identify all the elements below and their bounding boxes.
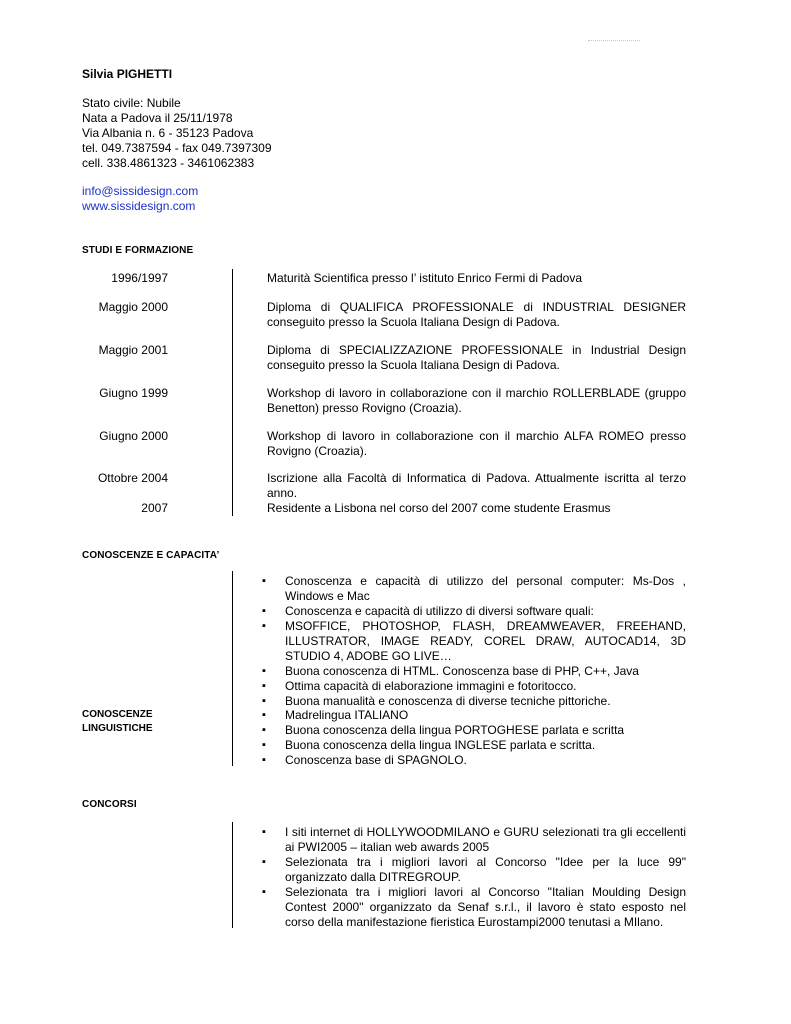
email-link[interactable]: info@sissidesign.com xyxy=(82,184,199,198)
study-description: Workshop di lavoro in collaborazione con il marchio ALFA ROMEO presso Rovigno (Croazia). xyxy=(267,429,686,458)
study-description: Iscrizione alla Facoltà di Informatica di Padova. Attualmente iscritta al terzo anno. xyxy=(267,471,686,500)
list-item: ▪ MSOFFICE, PHOTOSHOP, FLASH, DREAMWEAVER, FREEHAND, ILLUSTRATOR, IMAGE READY, COREL DRAW, AUTOCAD14, 3D STUDIO 4, ADOBE GO LIVE… xyxy=(262,619,686,664)
list-item: ▪ Conoscenza e capacità di utilizzo del personal computer: Ms-Dos , Windows e Mac xyxy=(262,574,686,604)
contact-line: Stato civile: Nubile xyxy=(82,96,181,110)
study-date: 2007 xyxy=(141,501,168,515)
list-item: ▪ Selezionata tra i migliori lavori al Concorso "Italian Moulding Design Contest 2000" organizzato da Senaf s.r.l., il lavoro è stato esposto nel corso della manifestazione fieristica Eurostampi2000 tenutasi a MIlano. xyxy=(262,885,686,930)
study-date: Ottobre 2004 xyxy=(97,471,168,485)
contact-line: Nata a Padova il 25/11/1978 xyxy=(82,111,233,125)
header-mark xyxy=(588,40,640,42)
list-item: ▪ Buona conoscenza di HTML. Conoscenza base di PHP, C++, Java xyxy=(262,664,686,679)
website-link[interactable]: www.sissidesign.com xyxy=(82,199,196,213)
list-item: ▪ Selezionata tra i migliori lavori al Concorso "Idee per la luce 99" organizzato dalla DITREGROUP. xyxy=(262,855,686,885)
section-title-studi: STUDI E FORMAZIONE xyxy=(82,245,194,256)
section-title-concorsi: CONCORSI xyxy=(82,799,137,810)
list-item: ▪ Conoscenza e capacità di utilizzo di diversi software quali: xyxy=(262,604,686,619)
contact-line: tel. 049.7387594 - fax 049.7397309 xyxy=(82,141,272,155)
list-item: ▪ Ottima capacità di elaborazione immagini e fotoritocco. xyxy=(262,679,686,694)
section-title-line: CONOSCENZE xyxy=(82,709,153,720)
study-date: 1996/1997 xyxy=(111,271,168,285)
study-description: Workshop di lavoro in collaborazione con il marchio ROLLERBLADE (gruppo Benetton) presso Rovigno (Croazia). xyxy=(267,386,686,415)
study-date: Maggio 2001 xyxy=(98,343,168,357)
study-description: Maturità Scientifica presso l’ istituto Enrico Fermi di Padova xyxy=(267,271,583,285)
vertical-divider xyxy=(232,269,233,516)
study-description: Residente a Lisbona nel corso del 2007 come studente Erasmus xyxy=(267,501,611,515)
list-item: ▪ Buona manualità e conoscenza di diverse tecniche pittoriche. xyxy=(262,694,686,709)
study-date: Maggio 2000 xyxy=(98,300,168,314)
vertical-divider xyxy=(232,571,233,766)
list-item: ▪ I siti internet di HOLLYWOODMILANO e GURU selezionati tra gli eccellenti ai PWI2005 – italian web awards 2005 xyxy=(262,825,686,855)
skills-list xyxy=(262,574,686,709)
section-title-linguistiche xyxy=(82,708,153,736)
study-description: Diploma di QUALIFICA PROFESSIONALE di INDUSTRIAL DESIGNER conseguito presso la Scuola Italiana Design di Padova. xyxy=(267,300,686,329)
person-name: Silvia PIGHETTI xyxy=(82,67,173,81)
web-links xyxy=(82,184,198,214)
list-item: ▪ Madrelingua ITALIANO xyxy=(262,708,686,723)
study-date: Giugno 1999 xyxy=(99,386,168,400)
study-date: Giugno 2000 xyxy=(99,429,168,443)
section-title-line: LINGUISTICHE xyxy=(82,723,153,734)
list-item: ▪ Buona conoscenza della lingua PORTOGHESE parlata e scritta xyxy=(262,723,686,738)
list-item: ▪ Conoscenza base di SPAGNOLO. xyxy=(262,753,686,768)
section-title-conoscenze: CONOSCENZE E CAPACITA’ xyxy=(82,550,220,561)
contact-line: cell. 338.4861323 - 3461062383 xyxy=(82,156,255,170)
languages-list xyxy=(262,708,686,768)
contact-line: Via Albania n. 6 - 35123 Padova xyxy=(82,126,254,140)
study-description: Diploma di SPECIALIZZAZIONE PROFESSIONALE in Industrial Design conseguito presso la Scuola Italiana Design di Padova. xyxy=(267,343,686,372)
vertical-divider xyxy=(232,822,233,928)
contests-list xyxy=(262,825,686,930)
list-item: ▪ Buona conoscenza della lingua INGLESE parlata e scritta. xyxy=(262,738,686,753)
contact-block xyxy=(82,96,272,171)
